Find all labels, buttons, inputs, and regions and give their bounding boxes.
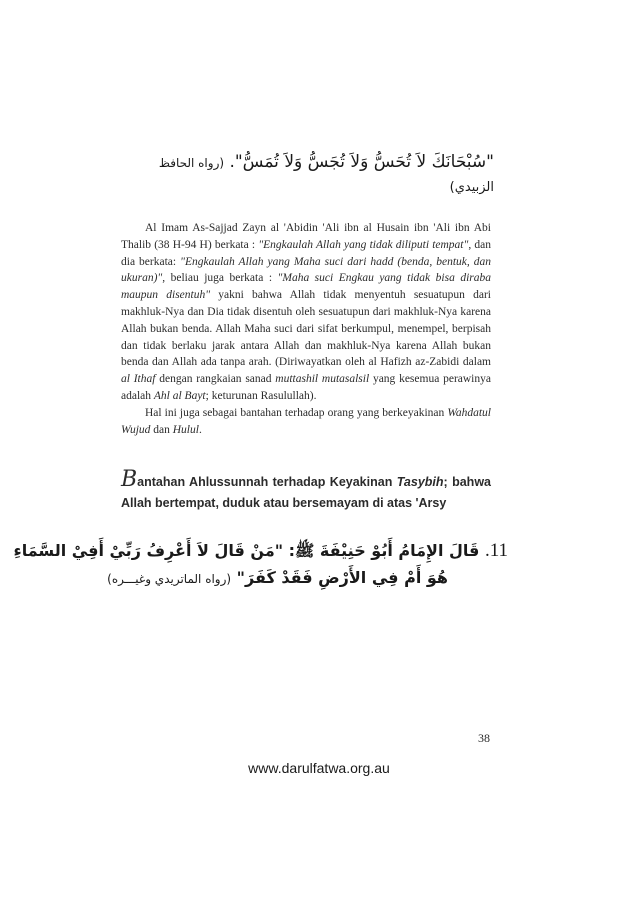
heading-dropcap: B [121,467,138,492]
text-run: ; keturunan Rasulullah). [205,389,317,402]
page-number: 38 [478,731,490,745]
heading-emphasis: Tasybih [396,475,444,489]
italic-text-run: "Maha suci Engkau yang tidak bisa diraba maupun disentuh" [121,272,491,302]
italic-text-run: Hulul [172,423,199,436]
italic-text-run: muttashil mutasalsil [275,373,370,386]
arabic-quote-line [159,152,494,172]
text-run: Al Imam As-Sajjad Zayn al 'Abidin 'Ali ibn al Husain ibn 'Ali ibn Abi Thalib (38 H-94 H) berkata : [121,222,491,251]
text-run: yang kesemua perawinya adalah [121,373,491,402]
heading-part-2: ; bahwa Allah bertempat, duduk atau bersemayam di atas 'Arsy [121,475,491,510]
italic-text-run: "Engkaulah Allah yang Maha suci dari hadd (benda, bentuk, dan ukuran)" [121,255,491,285]
text-run: , beliau juga berkata : [162,272,278,285]
hadith-text-2: هُوَ أَمْ فِي الأَرْضِ فَقَدْ كَفَرَ" [236,568,448,587]
quote-source-line [450,180,494,195]
italic-text-run: Ahl al Bayt [153,389,206,402]
heading-part-1: antahan Ahlussunnah terhadap Keyakinan [137,475,397,489]
hadith-line-1 [14,540,508,564]
text-run: dengan rangkaian sanad [155,373,276,386]
text-run: , dan dia berkata: [121,238,492,268]
text-run: . [198,423,202,436]
arabic-quote: "سُبْحَانَكَ لاَ تُحَسُّ وَلاَ تُجَسُّ وَلاَ تُمَسُّ". [229,152,494,172]
paragraph-2 [121,405,491,439]
hadith-number: 11. [484,540,508,561]
section-heading [121,467,491,514]
text-run: Hal ini juga sebagai bantahan terhadap orang yang berkeyakinan [145,406,448,419]
text-run: yakni bahwa Allah tidak menyentuh sesuatupun dari makhluk-Nya dan Dia tidak disentuh oleh sesuatupun dari makhluk-Nya karena Allah bukan benda. Allah Maha suci dari sifat berkumpul, menempel, berpisah dan tidak berlaku jarak antara Allah dan makhluk-Nya karena Allah bukan benda dan Allah ada tanpa arah. (Diriwayatkan oleh al Hafizh az-Zabidi dalam [121,289,491,369]
italic-text-run: "Engkaulah Allah yang tidak diliputi tempat" [258,238,469,251]
text-run: dan [150,423,173,436]
paragraph-1 [121,220,491,405]
italic-text-run: al Ithaf [121,373,156,386]
quote-source-part-1: (رواه الحافظ [158,156,225,170]
hadith-source: (رواه الماتريدي وغيـــره) [107,572,232,586]
italic-text-run: Wahdatul Wujud [121,406,491,436]
footer-url: www.darulfatwa.org.au [248,760,390,776]
hadith-text-1: قَالَ الإِمَامُ أَبُوْ حَنِيْفَةَ ﷺ: "مَنْ قَالَ لاَ أَعْرِفُ رَبِّيْ أَفِيْ السَّمَاءِ [13,541,480,560]
quote-source-part-2: الزبيدي) [449,180,494,195]
body-text [121,220,491,438]
hadith-line-2 [107,568,448,587]
